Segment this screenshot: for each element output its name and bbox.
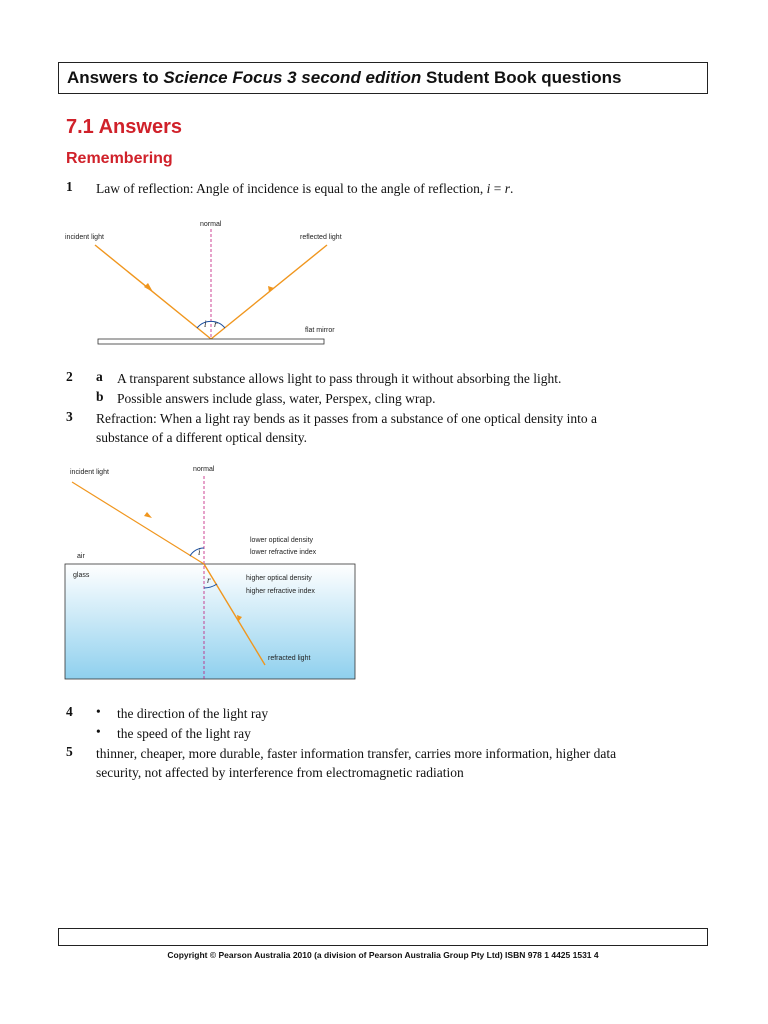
page-header bbox=[58, 62, 708, 94]
q1-r: r bbox=[504, 181, 511, 196]
question-2a-answer: A transparent substance allows light to pass through it without absorbing the light. bbox=[117, 371, 562, 386]
question-2b-answer: Possible answers include glass, water, Perspex, cling wrap. bbox=[117, 391, 436, 406]
higher-index-label: higher refractive index bbox=[246, 588, 315, 595]
question-2a-label: a bbox=[96, 369, 103, 384]
normal-label: normal bbox=[200, 221, 222, 228]
higher-density-label: higher optical density bbox=[246, 575, 312, 582]
footer-box bbox=[58, 928, 708, 946]
book-title: Science Focus 3 second edition bbox=[163, 68, 422, 87]
bullet-1: • bbox=[96, 704, 101, 719]
question-4-number: 4 bbox=[66, 704, 73, 719]
copyright-notice: Copyright © Pearson Australia 2010 (a division of Pearson Australia Group Pty Ltd) ISBN 978 1 4425 1531 4 bbox=[167, 950, 599, 960]
incident-light-label: incident light bbox=[70, 469, 109, 476]
refraction-diagram bbox=[60, 460, 360, 682]
section-title: 7.1 Answers bbox=[66, 116, 182, 138]
angle-i-label: i bbox=[204, 319, 207, 329]
incident-arrow bbox=[144, 512, 152, 518]
flat-mirror-label: flat mirror bbox=[305, 327, 335, 334]
bullet-2: • bbox=[96, 724, 101, 739]
normal-label: normal bbox=[193, 466, 215, 473]
air-label: air bbox=[77, 553, 85, 560]
q1-text: Law of reflection: Angle of incidence is equal to the angle of reflection, bbox=[96, 181, 487, 196]
question-5-line-1: thinner, cheaper, more durable, faster information transfer, carries more information, higher data bbox=[96, 746, 617, 761]
refracted-light-label: refracted light bbox=[268, 655, 311, 662]
header-prefix: Answers to bbox=[67, 68, 164, 87]
question-3-number: 3 bbox=[66, 409, 73, 424]
q1-end: . bbox=[510, 181, 514, 196]
reflected-light-label: reflected light bbox=[300, 234, 342, 241]
question-2-number: 2 bbox=[66, 369, 73, 384]
question-4-bullet-1: the direction of the light ray bbox=[117, 706, 269, 721]
lower-density-label: lower optical density bbox=[250, 537, 314, 544]
angle-i-label: i bbox=[198, 547, 201, 557]
subsection-title: Remembering bbox=[66, 150, 173, 167]
question-2b-label: b bbox=[96, 389, 104, 404]
glass-label: glass bbox=[73, 572, 90, 579]
question-5-number: 5 bbox=[66, 744, 73, 759]
question-5-line-2: security, not affected by interference from electromagnetic radiation bbox=[96, 765, 464, 780]
header-suffix: Student Book questions bbox=[421, 68, 622, 87]
reflection-diagram bbox=[60, 215, 360, 350]
incident-arrow bbox=[144, 283, 153, 292]
q1-eq: = bbox=[490, 181, 505, 196]
angle-i-arc bbox=[190, 548, 204, 556]
angle-r-label: r bbox=[214, 319, 218, 329]
question-1-number: 1 bbox=[66, 179, 73, 194]
q1-i: i bbox=[486, 181, 491, 196]
angle-r-label: r bbox=[207, 575, 211, 585]
incident-ray bbox=[72, 482, 204, 564]
flat-mirror bbox=[98, 339, 324, 344]
lower-index-label: lower refractive index bbox=[250, 549, 317, 556]
question-1-answer bbox=[96, 179, 513, 198]
question-3-line-1: Refraction: When a light ray bends as it passes from a substance of one optical density into a bbox=[96, 411, 597, 426]
question-4-bullet-2: the speed of the light ray bbox=[117, 726, 251, 741]
incident-light-label: incident light bbox=[65, 234, 104, 241]
question-3-line-2: substance of a different optical density. bbox=[96, 430, 308, 445]
